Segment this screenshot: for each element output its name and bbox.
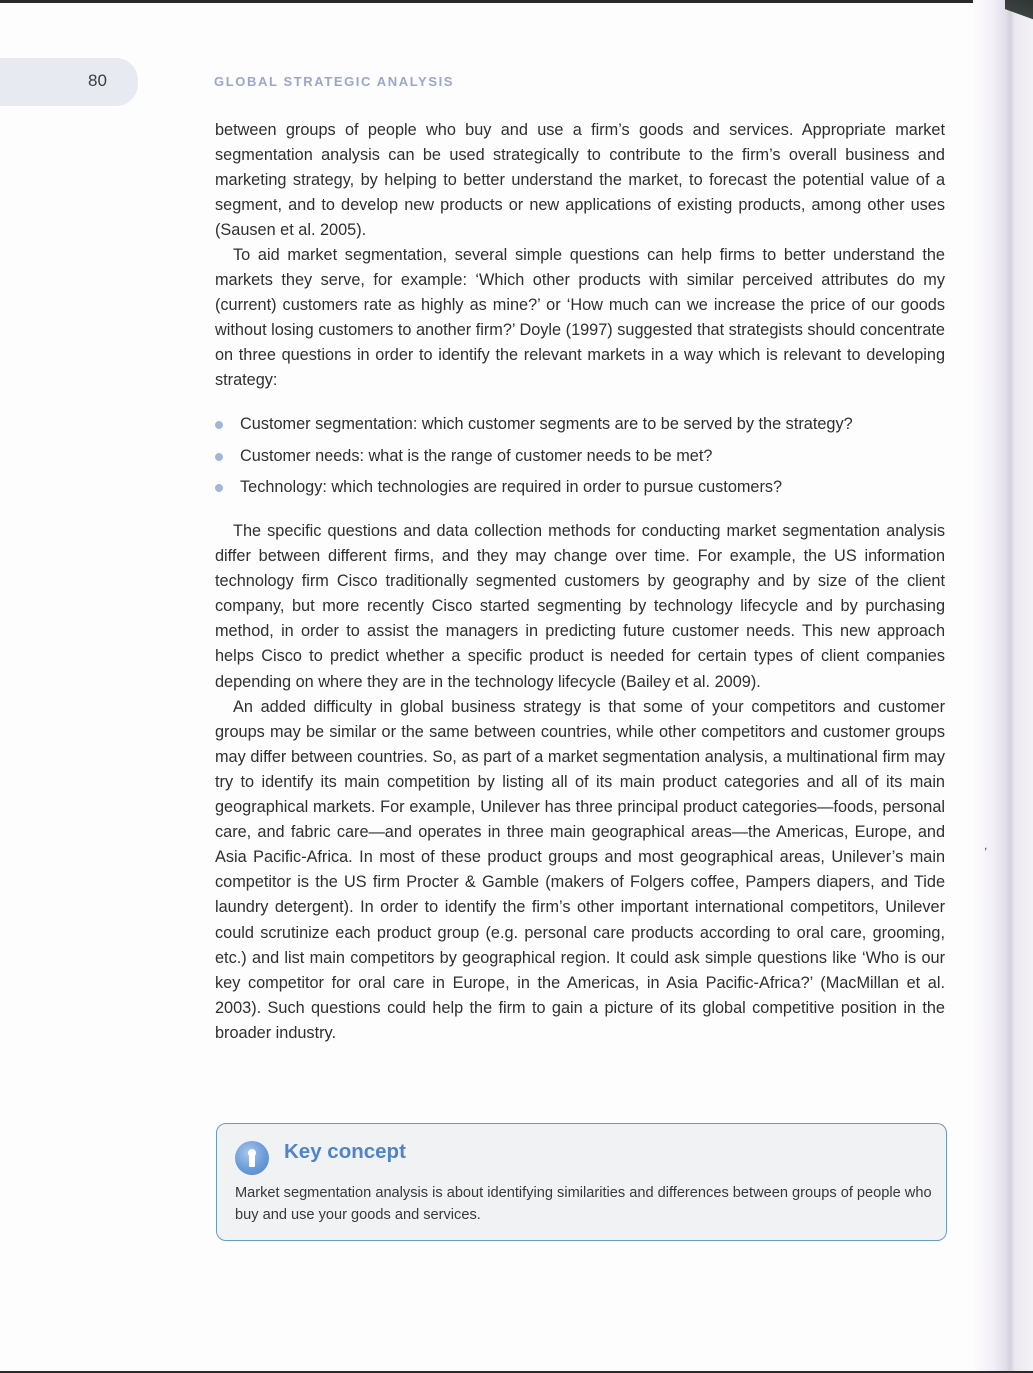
page-number: 80	[88, 71, 107, 90]
list-item	[215, 409, 945, 441]
running-head: GLOBAL STRATEGIC ANALYSIS	[214, 74, 455, 89]
page-number-tab	[0, 58, 138, 106]
paragraph-text: between groups of people who buy and use a firm’s goods and services. Appropriate market segmentation analysis can be used strategically to contribute to the firm’s overall business and marketing strategy, by helping to better understand the market, to forecast the potential value of a segment, and to develop new products or new applications of existing products, among other uses (Sausen et al. 2005).	[215, 121, 945, 240]
paragraph-questions	[215, 243, 945, 394]
list-item-text: Customer needs: what is the range of customer needs to be met?	[240, 446, 713, 465]
bullet-list	[215, 409, 945, 504]
keyhole-icon	[235, 1141, 269, 1175]
key-concept-box	[216, 1123, 947, 1241]
bullet-icon	[215, 453, 223, 461]
book-corner-shadow	[1005, 0, 1033, 28]
key-concept-title: Key concept	[284, 1140, 406, 1163]
page-top-edge	[0, 0, 1033, 3]
list-item	[215, 472, 945, 504]
bullet-icon	[215, 421, 223, 429]
paragraphs-main	[215, 519, 945, 1046]
list-item	[215, 441, 945, 473]
paragraph-text: The specific questions and data collection methods for conducting market segmentation analysis differ between different firms, and they may change over time. For example, the US information technology firm Cisco traditionally segmented customers by geography and by size of the client company, but more recently Cisco started segmenting by technology lifecycle and by purchasing method, in order to assist the managers in predicting future customer needs. This new approach helps Cisco to predict whether a specific product is needed for certain types of client companies depending on where they are in the technology lifecycle (Bailey et al. 2009).	[215, 522, 945, 691]
paragraph-text: An added difficulty in global business strategy is that some of your competitors and customer groups may be similar or the same between countries, while other competitors and customer groups may differ between countries. So, as part of a market segmentation analysis, a multinational firm may try to identify its main competition by listing all of its main product categories and all of its main geographical markets. For example, Unilever has three principal product categories—foods, personal care, and fabric care—and operates in three main geographical areas—the Americas, Europe, and Asia Pacific-Africa. In most of these product groups and most geographical areas, Unilever’s main competitor is the US firm Procter & Gamble (makers of Folgers coffee, Pampers diapers, and Tide laundry detergent). In order to identify the firm’s other important international competitors, Unilever could scrutinize each product group (e.g. personal care products according to oral care, grooming, etc.) and list main competitors by geographical region. It could ask simple questions like ‘Who is our key competitor for oral care in Europe, in the Americas, in Asia Pacific-Africa?’ (MacMillan et al. 2003). Such questions could help the firm to gain a picture of its global competitive position in the broader industry.	[215, 697, 945, 1042]
paragraph-continued	[215, 118, 945, 243]
list-item-text: Technology: which technologies are required in order to pursue customers?	[240, 478, 783, 497]
margin-mark: ,	[984, 838, 988, 852]
bullet-icon	[215, 484, 223, 492]
paragraph-text: To aid market segmentation, several simple questions can help firms to better understand the markets they serve, for example: ‘Which other products with similar perceived attributes do my (current) customers rate as highly as mine?’ or ‘How much can we increase the price of our goods without losing customers to another firm?’ Doyle (1997) suggested that strategists should concentrate on three questions in order to identify the relevant markets in a way which is relevant to developing strategy:	[215, 246, 945, 390]
key-concept-text: Market segmentation analysis is about identifying similarities and differences between groups of people who buy and use your goods and services.	[235, 1185, 932, 1223]
list-item-text: Customer segmentation: which customer segments are to be served by the strategy?	[240, 415, 853, 433]
book-gutter	[973, 0, 1033, 1373]
